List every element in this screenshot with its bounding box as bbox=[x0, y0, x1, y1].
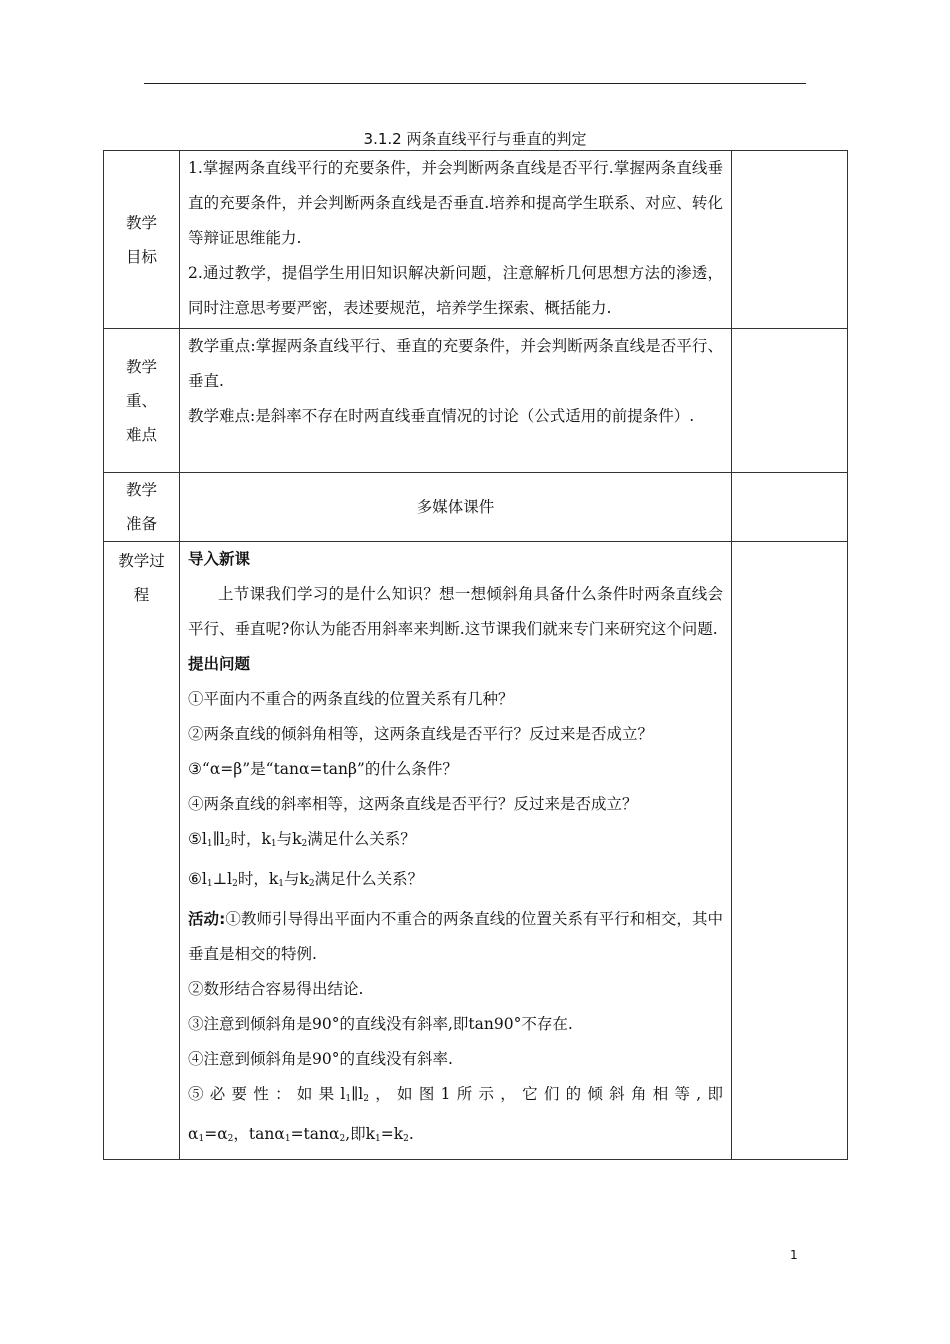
question-5: $⑤l_1\parallel l_2$时，$k_1$与$k_2$满足什么关系？ bbox=[188, 830, 416, 849]
activity-2: ②数形结合容易得出结论. bbox=[188, 980, 364, 998]
key-points-label-line1: 教学 bbox=[125, 357, 157, 376]
objectives-content bbox=[180, 151, 732, 329]
preparation-label-line2: 准备 bbox=[125, 515, 157, 533]
question-2: ②两条直线的倾斜角相等，这两条直线是否平行？反过来是否成立？ bbox=[188, 725, 654, 743]
activity-4: ④注意到倾斜角是90°的直线没有斜率. bbox=[188, 1050, 453, 1068]
process-notes bbox=[732, 542, 848, 1160]
document-title: 3.1.2 两条直线平行与垂直的判定 bbox=[363, 130, 587, 148]
key-points-notes bbox=[732, 329, 848, 473]
key-points-label bbox=[104, 329, 180, 473]
key-points-paragraph-2: 教学难点:是斜率不存在时两直线垂直情况的讨论（公式适用的前提条件）. bbox=[188, 407, 695, 425]
question-3: ③“α=β”是“tanα=tanβ”的什么条件？ bbox=[188, 760, 458, 778]
activity-1: 活动:①教师引导得出平面内不重合的两条直线的位置关系有平行和相交，其中垂直是相交的特例. bbox=[188, 910, 723, 963]
question-1: ①平面内不重合的两条直线的位置关系有几种？ bbox=[188, 690, 514, 708]
objectives-notes bbox=[732, 151, 848, 329]
process-intro: 上节课我们学习的是什么知识？想一想倾斜角具备什么条件时两条直线会平行、垂直呢?你认为能否用斜率来判断.这节课我们就来专门来研究这个问题. bbox=[188, 585, 723, 638]
process-label bbox=[104, 542, 180, 1160]
process-row bbox=[104, 542, 848, 1160]
process-label-line2: 程 bbox=[133, 586, 150, 604]
objectives-label-line2: 目标 bbox=[125, 247, 157, 266]
preparation-label bbox=[104, 473, 180, 542]
key-points-content bbox=[180, 329, 732, 473]
process-heading-questions: 提出问题 bbox=[188, 655, 251, 673]
activity-3: ③注意到倾斜角是90°的直线没有斜率,即tan90°不存在. bbox=[188, 1015, 573, 1033]
objectives-paragraph-1: 1.掌握两条直线平行的充要条件，并会判断两条直线是否平行.掌握两条直线垂直的充要条件，并会判断两条直线是否垂直.培养和提高学生联系、对应、转化等辩证思维能力. bbox=[188, 159, 723, 247]
key-points-label-line2: 重、 bbox=[125, 391, 157, 410]
question-6: $⑥l_1\perp l_2$时，$k_1$与$k_2$满足什么关系？ bbox=[188, 870, 424, 889]
objectives-row bbox=[104, 151, 848, 329]
process-content bbox=[180, 542, 732, 1160]
preparation-row bbox=[104, 473, 848, 542]
page-number: 1 bbox=[790, 1248, 798, 1262]
preparation-label-line1: 教学 bbox=[125, 481, 157, 499]
key-points-label-line3: 难点 bbox=[125, 425, 157, 444]
process-heading-new-lesson: 导入新课 bbox=[188, 550, 251, 568]
header-rule bbox=[144, 83, 806, 84]
activity-5-continued: $\alpha_1=\alpha_2$，tanα$_1$=tanα$_2$,即$k_1=k_2$. bbox=[188, 1125, 414, 1144]
preparation-content: 多媒体课件 bbox=[180, 473, 732, 542]
process-label-line1: 教学过 bbox=[118, 552, 165, 570]
key-points-paragraph-1: 教学重点:掌握两条直线平行、垂直的充要条件，并会判断两条直线是否平行、垂直. bbox=[188, 337, 723, 390]
question-4: ④两条直线的斜率相等，这两条直线是否平行？反过来是否成立？ bbox=[188, 795, 638, 813]
objectives-label bbox=[104, 151, 180, 329]
activity-5: ⑤必要性：如果$l_1\parallel l_2$，如图1所示，它们的倾斜角相等,即 bbox=[188, 1085, 723, 1104]
objectives-paragraph-2: 2.通过教学，提倡学生用旧知识解决新问题，注意解析几何思想方法的渗透，同时注意思考要严密，表述要规范，培养学生探索、概括能力. bbox=[188, 264, 723, 317]
key-points-row bbox=[104, 329, 848, 473]
activity-label: 活动: bbox=[188, 910, 226, 928]
preparation-notes bbox=[732, 473, 848, 542]
objectives-label-line1: 教学 bbox=[125, 213, 157, 232]
lesson-plan-table bbox=[103, 150, 848, 1160]
